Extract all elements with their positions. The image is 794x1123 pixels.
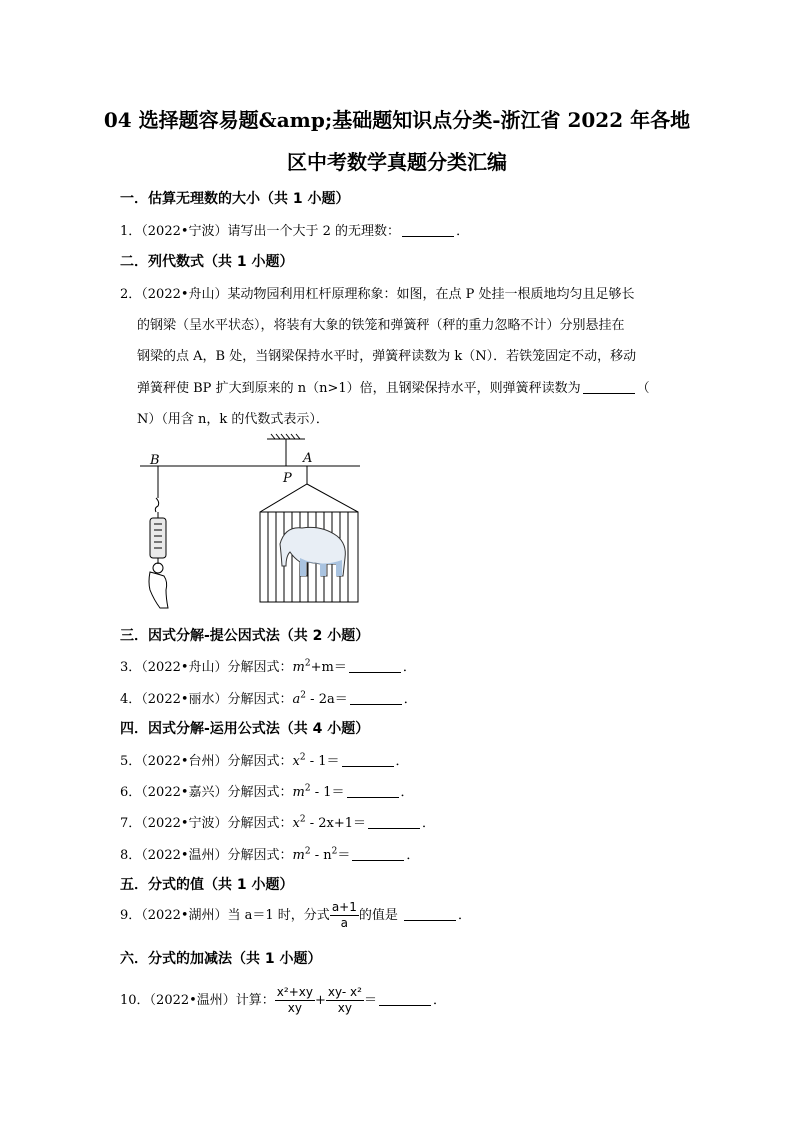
question-6: 6．（2022•嘉兴）分解因式：$m^2 - 1=$ ． xyxy=(120,783,414,800)
question-1-text: 1．（2022•宁波）请写出一个大于 2 的无理数： xyxy=(120,224,401,239)
answer-blank xyxy=(368,816,420,829)
question-2-line-4: 弹簧秤使 BP 扩大到原来的 n（n>1）倍，且钢梁保持水平，则弹簧秤读数为 （ xyxy=(137,381,650,396)
answer-blank xyxy=(347,785,399,798)
question-1: 1．（2022•宁波）请写出一个大于 2 的无理数： ． xyxy=(120,224,470,239)
question-5: 5．（2022•台州）分解因式：$x^2 - 1=$ ． xyxy=(120,752,409,769)
answer-blank xyxy=(404,908,456,921)
section-heading-1: 一．估算无理数的大小（共 1 小题） xyxy=(120,191,350,207)
fraction: $\frac{\text{x²+xy}}{xy}$ xyxy=(276,985,313,1015)
answer-blank xyxy=(350,692,402,705)
answer-blank xyxy=(352,848,404,861)
question-2-line-1: 2．（2022•舟山）某动物园利用杠杆原理称象：如图，在点 P 处挂一根质地均匀且足够长 xyxy=(120,287,635,302)
question-3: 3．（2022•舟山）分解因式：$m^2+m=$ ． xyxy=(120,658,416,675)
fraction: $\frac{a+1}{a}$ xyxy=(331,900,357,930)
question-7: 7．（2022•宁波）分解因式：$x^2 - 2x+1=$ ． xyxy=(120,814,436,831)
label-p: P xyxy=(283,471,292,486)
section-heading-2: 二．列代数式（共 1 小题） xyxy=(120,254,294,270)
question-8: 8．（2022•温州）分解因式：$m^2 - n^2=$ ． xyxy=(120,846,420,863)
answer-blank xyxy=(342,754,394,767)
spring-scale-icon xyxy=(149,466,168,608)
label-a: A xyxy=(303,451,313,466)
elephant-icon xyxy=(280,527,345,576)
question-2-line-3: 钢梁的点 A，B 处，当钢梁保持水平时，弹簧秤读数为 k（N）．若铁笼固定不动，移动 xyxy=(137,349,637,364)
question-4: 4．（2022•丽水）分解因式：$a^2 - 2a=$ ． xyxy=(120,690,417,707)
label-b: B xyxy=(150,453,160,468)
answer-blank xyxy=(583,381,635,394)
document-title-line-1: 04 选择题容易题&amp;基础题知识点分类-浙江省 2022 年各地 xyxy=(103,108,691,132)
answer-blank xyxy=(349,660,401,673)
section-heading-6: 六．分式的加减法（共 1 小题） xyxy=(120,951,322,967)
document-title-line-2: 区中考数学真题分类汇编 xyxy=(287,150,507,174)
answer-blank xyxy=(379,993,431,1006)
answer-blank xyxy=(402,224,454,237)
question-9: 9．（2022•湖州）当 a＝1 时，分式 $\frac{a+1}{a}$ 的值是 ． xyxy=(120,900,472,930)
section-heading-4: 四．因式分解-运用公式法（共 4 小题） xyxy=(120,721,370,737)
lever-elephant-figure xyxy=(140,432,365,612)
question-10: 10．（2022•温州）计算： $\frac{\text{x²+xy}}{xy}$ + $\frac{\text{xy- x²}}{xy}$ ＝ ． xyxy=(120,985,446,1015)
section-heading-5: 五．分式的值（共 1 小题） xyxy=(120,877,294,893)
question-2-line-2: 的钢梁（呈水平状态），将装有大象的铁笼和弹簧秤（秤的重力忽略不计）分别悬挂在 xyxy=(137,318,625,333)
fraction: $\frac{\text{xy- x²}}{xy}$ xyxy=(327,985,362,1015)
section-heading-3: 三．因式分解-提公因式法（共 2 小题） xyxy=(120,628,370,644)
question-2-line-5: N）（用含 n，k 的代数式表示）． xyxy=(137,412,329,427)
